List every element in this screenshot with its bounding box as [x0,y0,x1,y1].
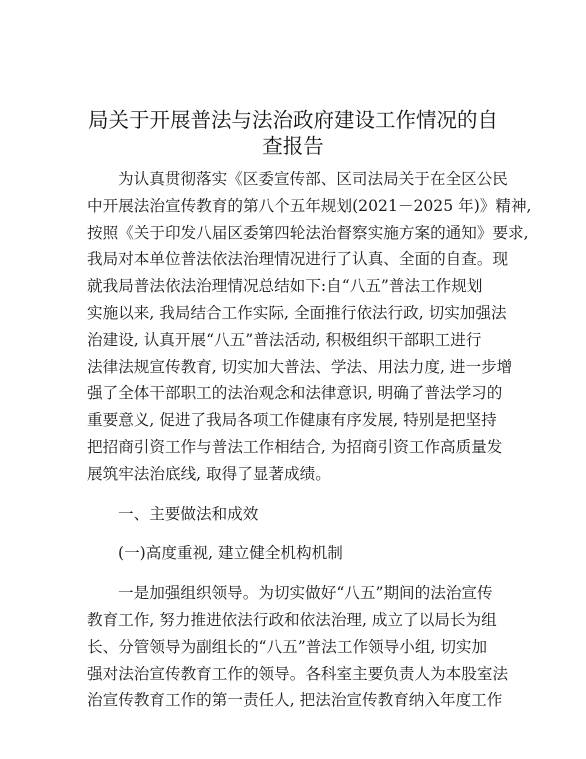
text-line: 教育工作, 努力推进依法行政和依法治理, 成立了以局长为组 [87,610,497,629]
text-line: 就我局普法依法治理情况总结如下:自“八五”普法工作规划 [87,277,483,296]
title-line: 局关于开展普法与法治政府建设工作情况的自 [88,108,498,132]
body-paragraph [87,580,509,714]
document-title [70,107,516,159]
title-line: 查报告 [262,134,324,158]
text-line: 治建设, 认真开展“八五”普法活动, 积极组织干部职工进行 [87,330,482,349]
paragraph-gap [87,527,505,540]
text-line: 强了全体干部职工的法治观念和法律意识, 明确了普法学习的 [87,384,503,403]
section-heading [87,501,505,528]
text-line: 治宣传教育工作的第一责任人, 把法治宣传教育纳入年度工作 [87,691,503,710]
subsection-heading [87,540,505,567]
text-line: 展筑牢法治底线, 取得了显著成绩。 [87,464,331,483]
text-line: 一是加强组织领导。为切实做好“八五”期间的法治宣传 [118,584,493,603]
text-line: 法律法规宣传教育, 切实加大普法、学法、用法力度, 进一步增 [87,357,513,376]
paragraph-gap [87,488,505,501]
text-line: 长、分管领导为副组长的“八五”普法工作领导小组, 切实加 [87,637,488,656]
text-line: 强对法治宣传教育工作的领导。各科室主要负责人为本股室法 [87,664,509,683]
section-heading-text: 一、主要做法和成效 [118,504,259,523]
text-line: 为认真贯彻落实《区委宣传部、区司法局关于在全区公民 [118,170,508,188]
text-line: 我局对本单位普法依法治理情况进行了认真、全面的自查。现 [87,250,509,269]
document-body [87,166,532,714]
text-line: 按照《关于印发八届区委第四轮法治督察实施方案的通知》要求, [87,223,529,242]
text-line: 中开展法治宣传教育的第八个五年规划(2021－2025 年)》精神, [87,196,532,215]
paragraph-gap [87,567,505,580]
text-line: 把招商引资工作与普法工作相结合, 为招商引资工作高质量发 [87,437,503,456]
subsection-heading-text: (一)高度重视, 建立健全机构机制 [118,544,343,563]
text-line: 实施以来, 我局结合工作实际, 全面推行依法行政, 切实加强法 [87,303,507,322]
text-line: 重要意义, 促进了我局各项工作健康有序发展, 特别是把坚持 [87,411,497,430]
intro-paragraph [87,166,532,488]
